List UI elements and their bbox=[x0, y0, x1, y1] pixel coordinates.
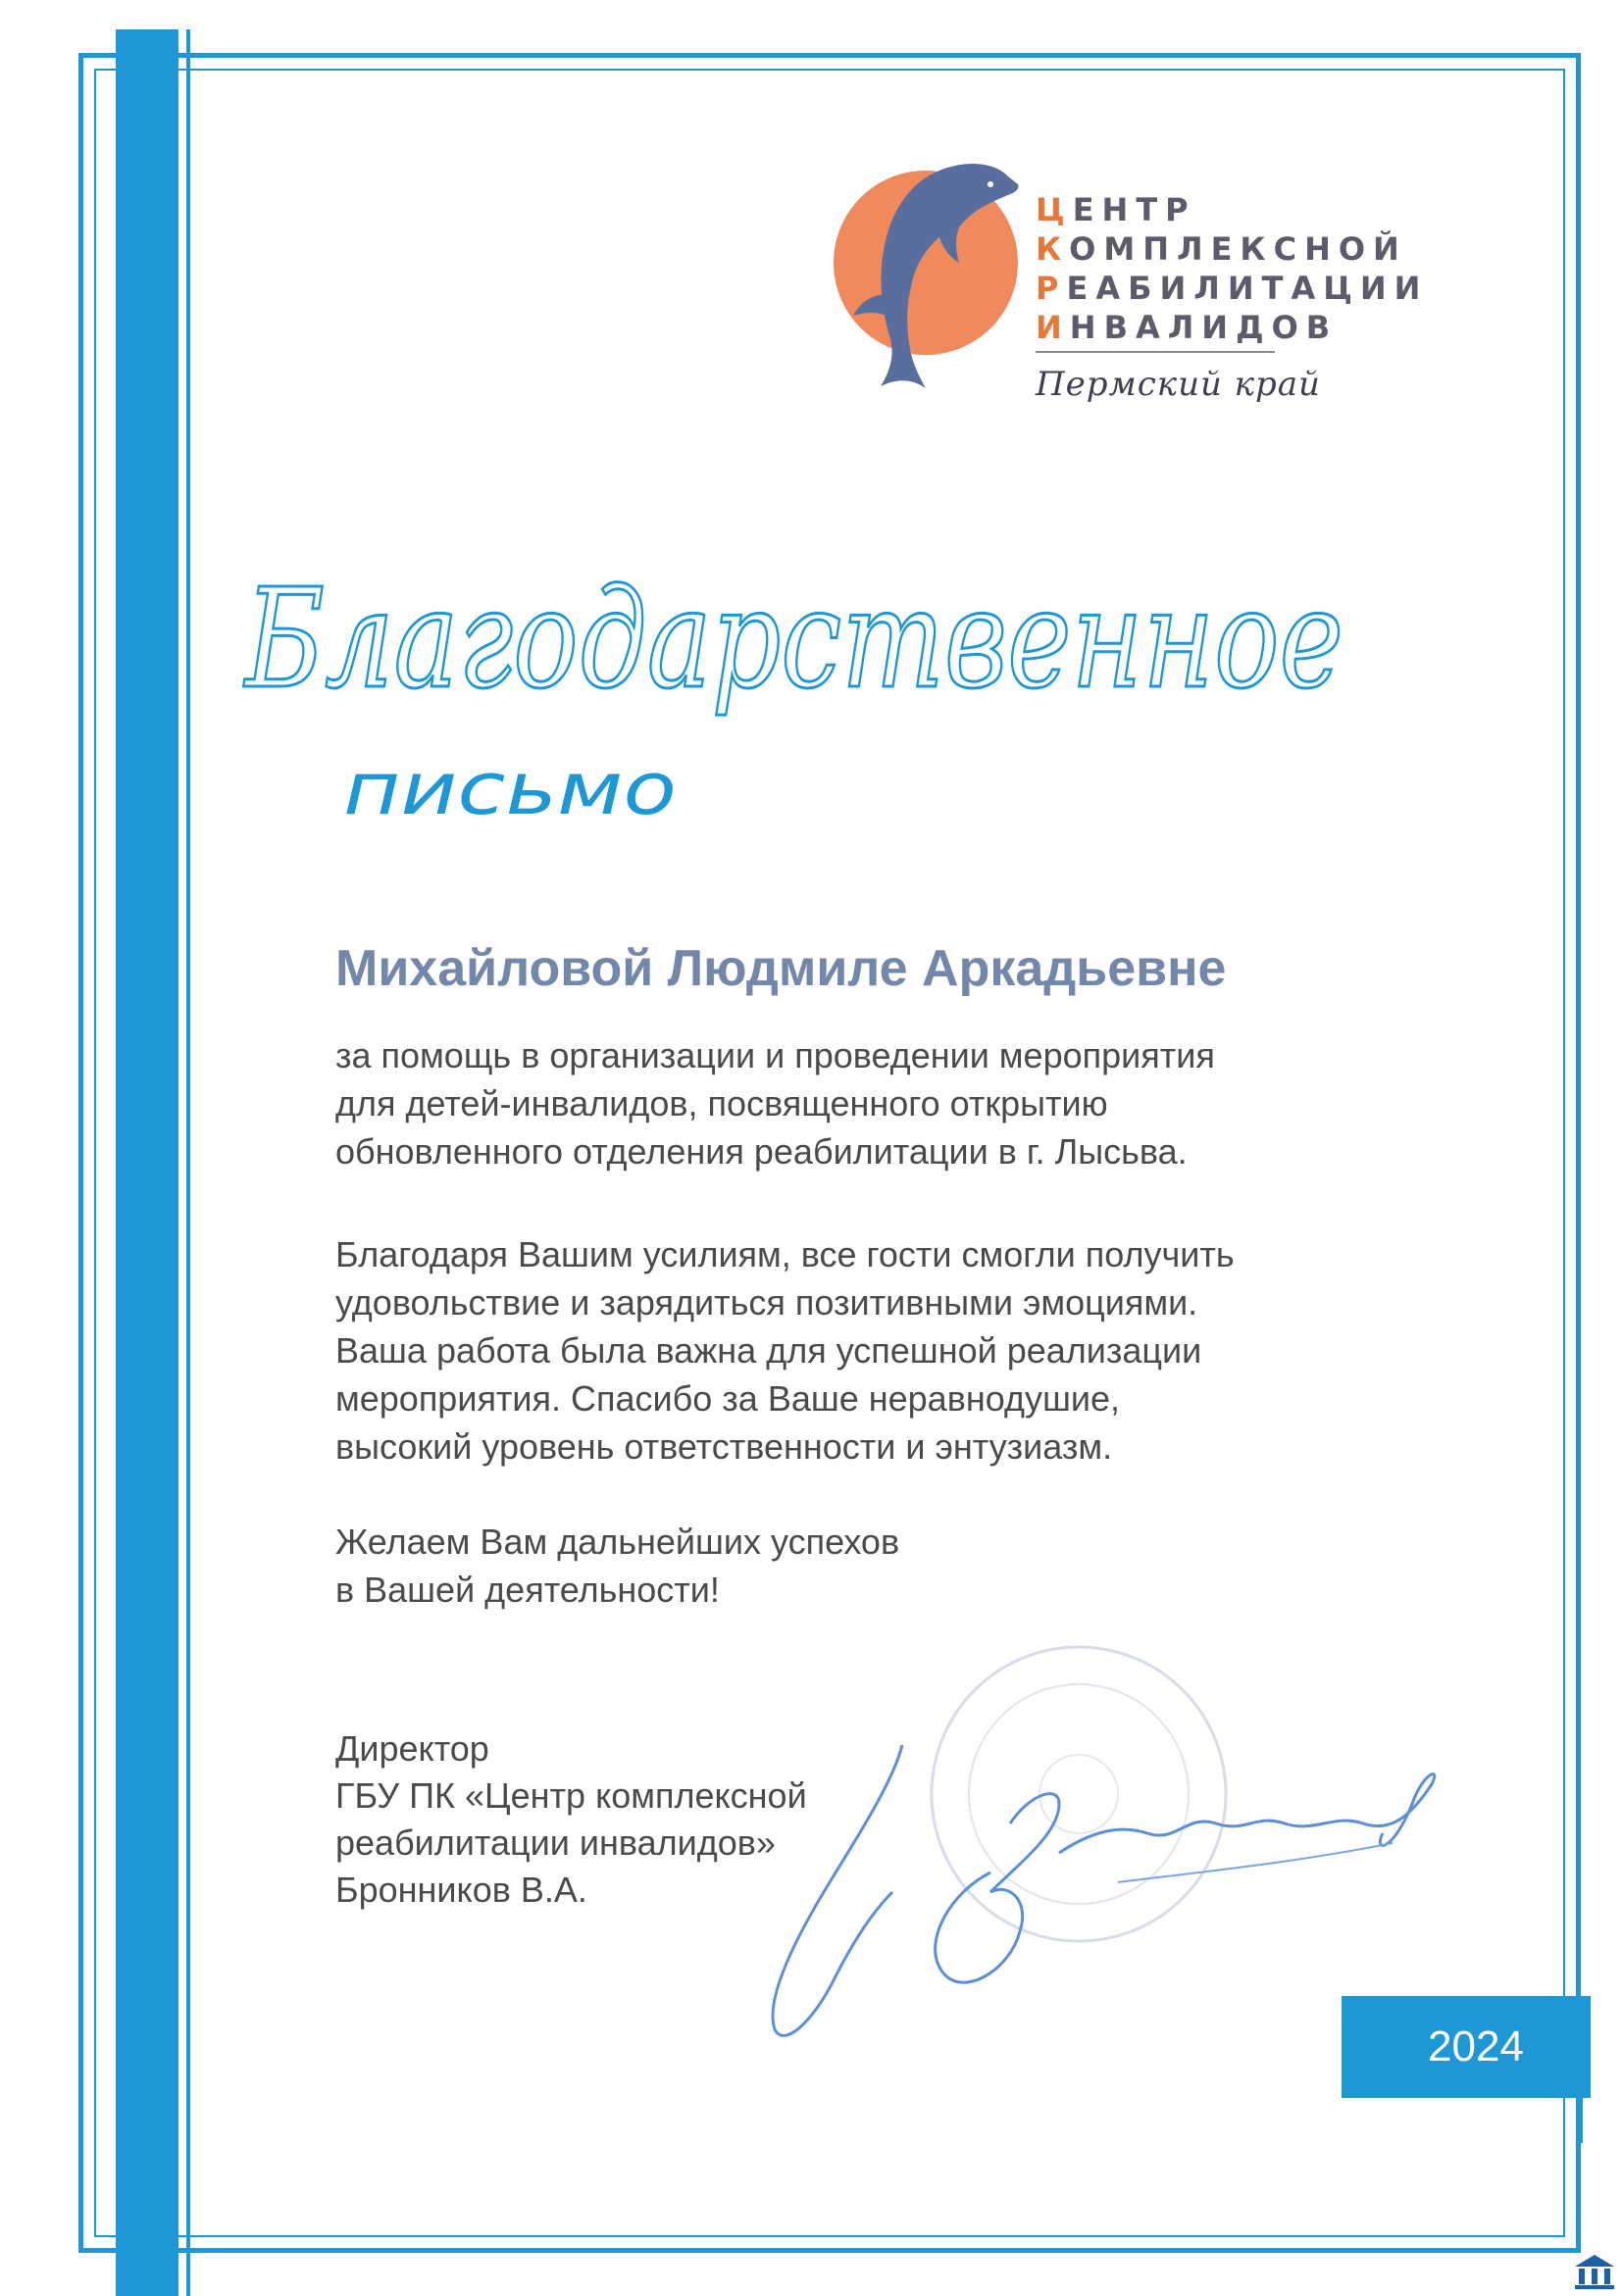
body-paragraph-2: Благодаря Вашим усилиям, все гости смогли получить удовольствие и зарядиться позитивными эмоциями. Ваша работа была важна для успешной реализации мероприятия. Спасибо за Ваше неравнодушие, высокий уровень ответственности и энтузиазм. bbox=[335, 1234, 1235, 1467]
signatory-organization-cont: реабилитации инвалидов» bbox=[335, 1822, 776, 1863]
year-label: 2024 bbox=[1428, 2022, 1524, 2071]
logo-region: Пермский край bbox=[1036, 365, 1321, 404]
building-icon bbox=[1573, 2253, 1616, 2290]
body-paragraph-1: за помощь в организации и проведении мероприятия для детей-инвалидов, посвященного открытию обновленного отделения реабилитации в г. Лысьва. bbox=[335, 1035, 1215, 1172]
letter-title-line1: Благодарственное bbox=[242, 560, 1344, 720]
logo-divider bbox=[1036, 351, 1275, 353]
signatory-name: Бронников В.А. bbox=[335, 1870, 587, 1910]
recipient-name: Михайловой Людмиле Аркадьевне bbox=[335, 940, 1227, 997]
organization-logo bbox=[824, 147, 1429, 422]
year-badge-line bbox=[1579, 1996, 1583, 2143]
letter-title bbox=[226, 490, 1383, 863]
logo-wordmark: ЦЕНТР КОМПЛЕКСНОЙ РЕАБИЛИТАЦИИ ИНВАЛИДОВ bbox=[1036, 191, 1429, 346]
dolphin-sun-icon bbox=[824, 147, 1030, 402]
letter-title-line2: письмо bbox=[343, 747, 677, 831]
year-badge bbox=[1342, 1996, 1591, 2098]
signatory-organization: ГБУ ПК «Центр комплексной bbox=[335, 1775, 807, 1816]
body-paragraph-3: Желаем Вам дальнейших успехов в Вашей деятельности! bbox=[335, 1522, 900, 1610]
signatory-position: Директор bbox=[335, 1728, 489, 1769]
